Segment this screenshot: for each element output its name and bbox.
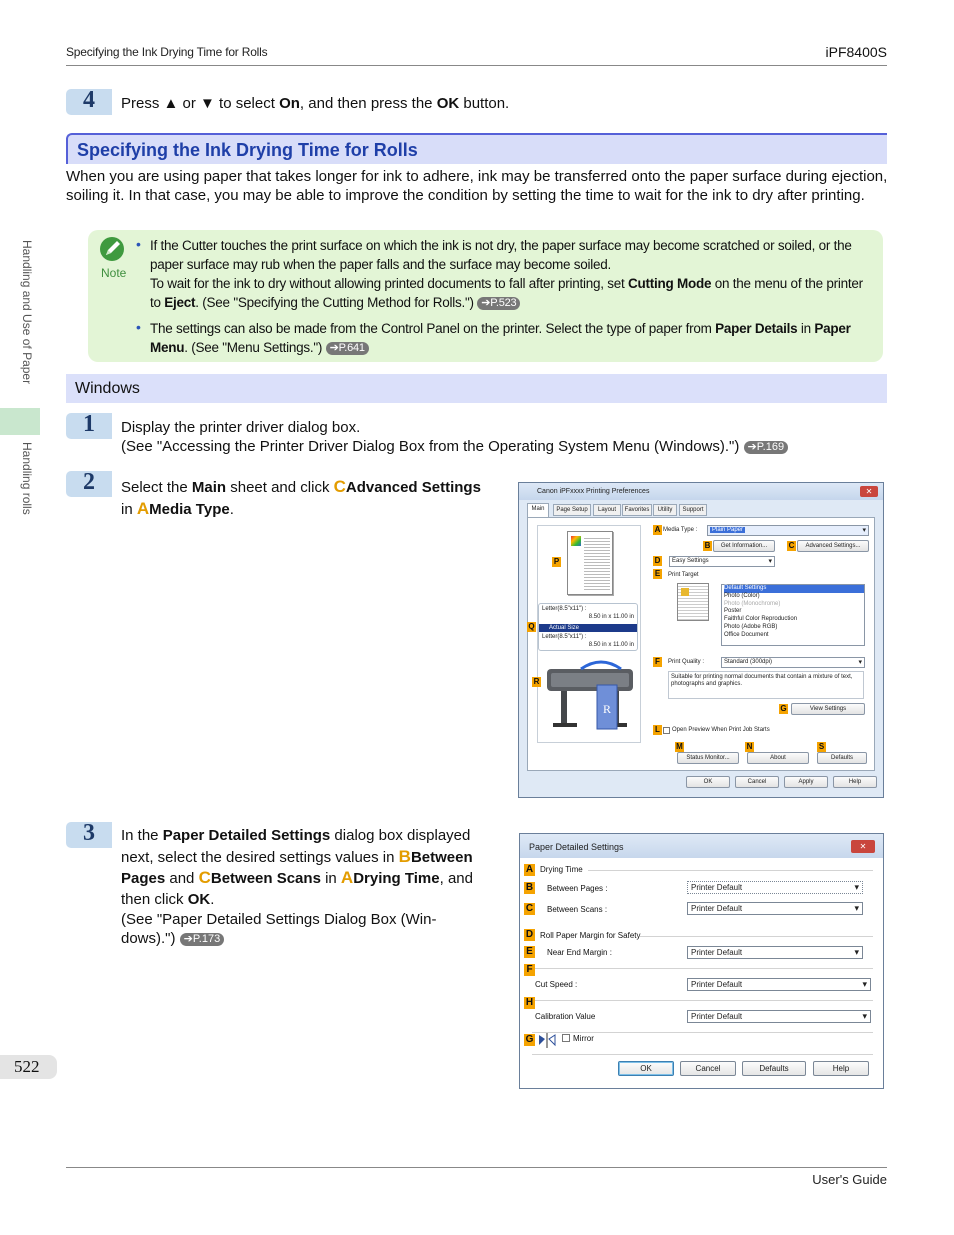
media-type-label: Media Type : <box>663 527 698 533</box>
view-settings-button[interactable]: View Settings <box>791 703 865 715</box>
callout-C: C <box>788 541 795 550</box>
target-item[interactable]: Photo (Adobe RGB) <box>724 623 778 630</box>
actual-size-bar: Actual Size <box>539 624 637 632</box>
easy-settings-select[interactable]: Easy Settings ▾ <box>669 556 775 567</box>
between-scans-label: Between Scans : <box>547 905 608 914</box>
close-icon[interactable]: ✕ <box>860 486 878 497</box>
dialog-titlebar <box>519 483 883 500</box>
page-preview-thumbnail <box>567 531 613 595</box>
dialog2-titlebar <box>520 834 883 858</box>
windows-heading <box>66 374 887 403</box>
step-3-badge <box>66 822 112 848</box>
print-target-label: Print Target <box>668 572 699 578</box>
close-icon[interactable]: ✕ <box>851 840 875 853</box>
printer-illustration <box>541 655 639 735</box>
group-line <box>532 968 873 969</box>
apply-button[interactable]: Apply <box>784 776 828 788</box>
get-information-button[interactable]: Get Information... <box>713 540 775 552</box>
between-pages-label: Between Pages : <box>547 884 608 893</box>
calibration-value-select[interactable]: Printer Default ▾ <box>687 1010 871 1023</box>
quality-description: Suitable for printing normal documents that contain a mixture of text, photographs and graphics. <box>668 671 864 699</box>
print-quality-select[interactable]: Standard (300dpi) ▾ <box>721 657 865 668</box>
status-monitor-button[interactable]: Status Monitor... <box>677 752 739 764</box>
page-number-tab <box>0 1055 57 1079</box>
running-header-model: iPF8400S <box>825 44 887 60</box>
tab-support[interactable]: Support <box>679 504 707 516</box>
step-1-text: Display the printer driver dialog box. (See "Accessing the Printer Driver Dialog Box from the Operating System Menu (Windows).") ➔P.169 <box>121 418 821 457</box>
callout-B: B <box>525 882 534 893</box>
help-button[interactable]: Help <box>813 1061 869 1076</box>
between-pages-select[interactable]: Printer Default ▾ <box>687 881 863 894</box>
callout-A: A <box>654 525 661 534</box>
tab-favorites[interactable]: Favorites <box>622 504 652 516</box>
callout-R: R <box>533 677 540 686</box>
callout-G: G <box>525 1034 534 1045</box>
mirror-checkbox[interactable] <box>562 1034 570 1042</box>
svg-text:R: R <box>603 702 612 716</box>
note-item-1: If the Cutter touches the print surface on which the ink is not dry, the paper surface may become scratched or soiled, or the paper surface may rub when the paper falls and the surface may become soiled. To wait for the ink to dry without allowing printed documents to fall after printing, set Cutting Mode on the menu of the printer to Eject. (See "Specifying the Cutting Method for Rolls.") ➔P.523 <box>150 238 863 310</box>
print-target-thumbnail <box>677 583 709 621</box>
target-item[interactable]: Default Settings <box>724 585 864 593</box>
step-1-number: 1 <box>83 411 95 437</box>
page-ref-173[interactable]: ➔P.173 <box>180 933 225 946</box>
note-label: Note <box>101 266 127 280</box>
intro-paragraph: When you are using paper that takes longer for ink to adhere, ink may be transferred onto the paper surface during ejection, soiling it. In that case, you may be able to improve the condition by setting the time to wait for the ink to dry after printing. <box>66 168 888 204</box>
page-ref-641[interactable]: ➔P.641 <box>326 342 369 355</box>
cut-speed-label: Cut Speed : <box>535 980 578 989</box>
header-rule <box>66 65 887 66</box>
group-line <box>532 1032 873 1033</box>
between-scans-select[interactable]: Printer Default ▾ <box>687 902 863 915</box>
callout-D: D <box>654 556 661 565</box>
tab-utility[interactable]: Utility <box>653 504 677 516</box>
step-3-text: In the Paper Detailed Settings dialog box displayed next, select the desired settings values in BBetween Pages and CBetween Scans in ADrying Time, and then click OK. (See "Paper Detailed Settings Dialog Box (Win-dows).") ➔P.173 <box>121 827 473 947</box>
step-4-text: Press ▲ or ▼ to select On, and then press the OK button. <box>121 95 510 112</box>
callout-H: H <box>525 997 534 1008</box>
callout-G: G <box>780 704 787 713</box>
callout-S: S <box>818 742 825 751</box>
callout-A: A <box>525 864 534 875</box>
group-line <box>532 1000 873 1001</box>
roll-margin-label: Roll Paper Margin for Safety <box>540 931 641 940</box>
calibration-value-label: Calibration Value <box>535 1012 596 1021</box>
section-heading <box>66 133 887 164</box>
target-item[interactable]: Photo (Color) <box>724 592 760 599</box>
step-4-number: 4 <box>83 87 95 113</box>
target-item[interactable]: Faithful Color Reproduction <box>724 616 798 623</box>
ok-button[interactable]: OK <box>618 1061 674 1076</box>
step-4-badge <box>66 89 112 115</box>
page-number: 522 <box>14 1057 40 1076</box>
dialog2-title: Paper Detailed Settings <box>529 842 624 852</box>
callout-F: F <box>524 964 535 976</box>
cancel-button[interactable]: Cancel <box>735 776 779 788</box>
callout-E: E <box>654 569 661 578</box>
mirror-icon <box>537 1031 557 1049</box>
printing-preferences-dialog <box>518 482 884 798</box>
footer-guide-name: User's Guide <box>812 1172 887 1187</box>
callout-C: C <box>525 903 534 914</box>
media-type-select[interactable]: Plain Paper ▾ <box>707 525 869 536</box>
print-target-list[interactable] <box>721 584 865 646</box>
open-preview-checkbox[interactable] <box>663 727 670 734</box>
defaults-button[interactable]: Defaults <box>817 752 867 764</box>
mirror-label: Mirror <box>573 1034 594 1043</box>
callout-P: P <box>553 557 560 566</box>
drying-time-label: Drying Time <box>540 865 583 874</box>
group-line <box>532 1054 873 1055</box>
about-button[interactable]: About <box>747 752 809 764</box>
section-heading-text: Specifying the Ink Drying Time for Rolls <box>77 140 418 160</box>
windows-heading-text: Windows <box>75 380 140 397</box>
note-bullet-2: • <box>136 319 141 335</box>
paper-detailed-settings-dialog <box>519 833 884 1089</box>
page-ref-523[interactable]: ➔P.523 <box>477 297 520 310</box>
tab-layout[interactable]: Layout <box>593 504 621 516</box>
group-line <box>588 870 873 871</box>
callout-D: D <box>525 929 534 940</box>
tab-page-setup[interactable]: Page Setup <box>553 504 591 516</box>
callout-F: F <box>653 657 662 667</box>
target-item[interactable]: Poster <box>724 608 742 615</box>
step-3-number: 3 <box>83 820 95 846</box>
step-2-badge <box>66 471 112 497</box>
dialog-title: Canon iPFxxxx Printing Preferences <box>537 488 650 495</box>
note-bullet-1: • <box>136 236 141 252</box>
tab-main[interactable]: Main <box>527 503 549 517</box>
page-ref-169[interactable]: ➔P.169 <box>744 441 789 454</box>
defaults-button[interactable]: Defaults <box>742 1061 806 1076</box>
target-item[interactable]: Photo (Monochrome) <box>724 600 781 607</box>
cancel-button[interactable]: Cancel <box>680 1061 736 1076</box>
note-pencil-icon <box>99 236 127 262</box>
open-preview-label: Open Preview When Print Job Starts <box>672 727 770 733</box>
callout-N: N <box>746 742 753 751</box>
running-header-section: Specifying the Ink Drying Time for Rolls <box>66 45 268 59</box>
help-button[interactable]: Help <box>833 776 877 788</box>
advanced-settings-button[interactable]: Advanced Settings... <box>797 540 869 552</box>
near-end-margin-select[interactable]: Printer Default ▾ <box>687 946 863 959</box>
side-section-label: Handling rolls <box>20 442 34 515</box>
callout-M: M <box>676 742 683 751</box>
group-line <box>640 936 873 937</box>
side-chapter-label: Handling and Use of Paper <box>20 240 34 385</box>
note-item-2: The settings can also be made from the Control Panel on the printer. Select the type of paper from Paper Details in Paper Menu. (See "Menu Settings.") ➔P.641 <box>150 321 851 355</box>
paper-size-info: Letter(8.5"x11") : 8.50 in x 11.00 in Actual Size Letter(8.5"x11") : 8.50 in x 11.00 in <box>538 603 638 651</box>
callout-L: L <box>653 725 662 735</box>
step-2-number: 2 <box>83 469 95 495</box>
side-tab-marker <box>0 408 40 435</box>
cut-speed-select[interactable]: Printer Default ▾ <box>687 978 871 991</box>
footer-rule <box>66 1167 887 1168</box>
ok-button[interactable]: OK <box>686 776 730 788</box>
step-1-badge <box>66 413 112 439</box>
target-item[interactable]: Office Document <box>724 631 769 638</box>
near-end-margin-label: Near End Margin : <box>547 948 612 957</box>
callout-Q: Q <box>528 622 535 631</box>
print-quality-label: Print Quality : <box>668 659 705 665</box>
step-2-text: Select the Main sheet and click CAdvanced Settings in AMedia Type. <box>121 477 481 518</box>
callout-E: E <box>524 946 535 958</box>
callout-B: B <box>704 541 711 550</box>
